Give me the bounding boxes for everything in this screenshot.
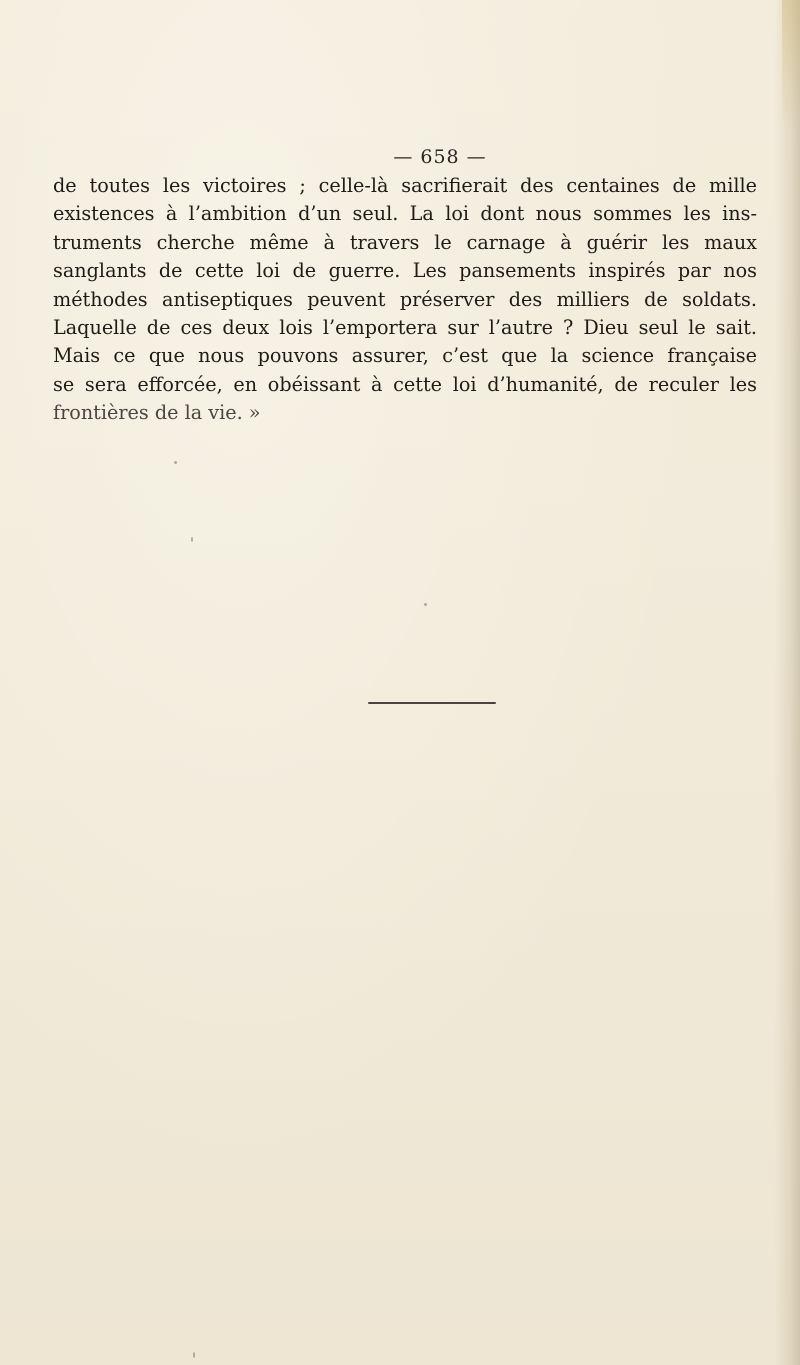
- page-edge-shadow: [774, 0, 800, 1365]
- page-number: — 658 —: [393, 146, 487, 168]
- body-paragraph: [53, 172, 757, 428]
- text-line-5: méthodes antiseptiques peuvent préserver des milliers de soldats.: [53, 287, 757, 311]
- paper-speck: [193, 1352, 195, 1358]
- text-line-7: Mais ce que nous pouvons assurer, c’est que la science française: [53, 344, 757, 368]
- section-end-rule: [368, 702, 496, 704]
- paper-speck: [174, 461, 177, 464]
- text-line-4: sanglants de cette loi de guerre. Les pansements inspirés par nos: [53, 259, 757, 283]
- text-line-9: frontières de la vie. »: [53, 401, 261, 425]
- page-edge-stain: [782, 0, 800, 130]
- text-line-3: truments cherche même à travers le carnage à guérir les maux: [53, 230, 757, 254]
- text-line-2: existences à l’ambition d’un seul. La loi dont nous sommes les ins-: [53, 202, 757, 226]
- text-line-1: de toutes les victoires ; celle-là sacrifierait des centaines de mille: [53, 174, 757, 197]
- text-line-6: Laquelle de ces deux lois l’emportera sur l’autre ? Dieu seul le sait.: [53, 316, 757, 340]
- paper-speck: [191, 537, 193, 542]
- text-line-8: se sera efforcée, en obéissant à cette loi d’humanité, de reculer les: [53, 372, 757, 396]
- paper-speck: [424, 603, 427, 606]
